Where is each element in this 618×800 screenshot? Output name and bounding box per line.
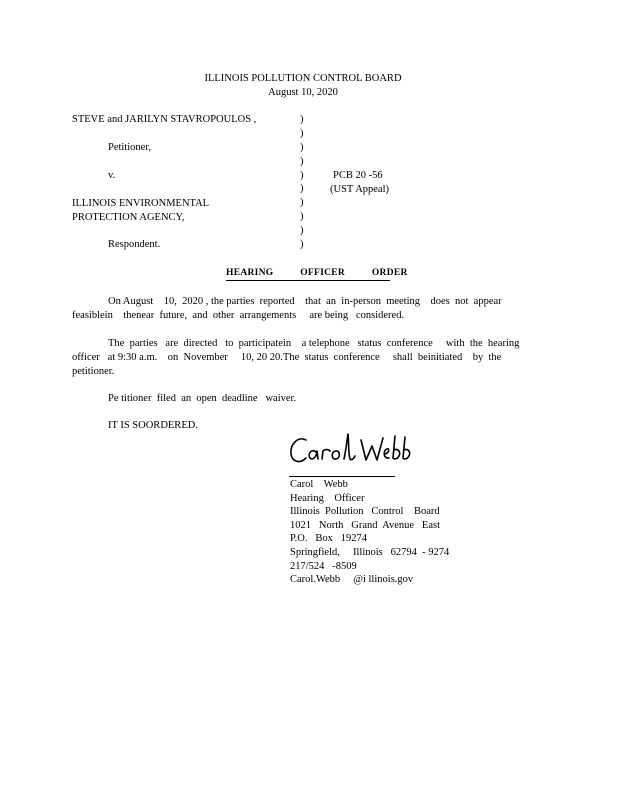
paren: ) [300, 197, 304, 209]
paragraph-3: Pe titioner filed an open deadline waiver. [108, 393, 297, 404]
paren: ) [300, 225, 304, 237]
paren: ) [300, 211, 304, 223]
paren: ) [300, 169, 304, 181]
order-title [226, 268, 408, 278]
order-date: August 10, 2020 [268, 87, 338, 98]
handwritten-signature [286, 430, 416, 474]
signer-street: 1021 North Grand Avenue East [290, 519, 440, 531]
board-name: ILLINOIS POLLUTION CONTROL BOARD [204, 73, 402, 84]
paragraph-2-line-2: officer at 9:30 a.m. on November 10, 20 20.The status conference shall beinitiated by the [72, 352, 502, 363]
signature-line [289, 476, 395, 477]
signature-block [290, 478, 449, 587]
paragraph-2-line-3: petitioner. [72, 366, 115, 377]
respondent-name-line2: PROTECTION AGENCY, [72, 212, 185, 223]
paragraph-1-line-2: feasiblein thenear future, and other arrangements are being considered. [72, 310, 405, 321]
paragraph-1-line-1: On August 10, 2020 , the parties reported that an in-person meeting does not appear [108, 296, 502, 307]
paragraph-2-line-1: The parties are directed to participatein a telephone status conference with the hearing [108, 338, 520, 349]
versus-label: v. [108, 170, 116, 181]
signer-title: Hearing Officer [290, 492, 365, 504]
petitioner-label: Petitioner, [108, 142, 152, 153]
case-type: (UST Appeal) [330, 184, 390, 195]
signer-pobox: P.O. Box 19274 [290, 533, 368, 545]
paren: ) [300, 183, 304, 195]
petitioner-name: STEVE and JARILYN STAVROPOULOS , [72, 114, 257, 125]
paren: ) [300, 239, 304, 251]
respondent-name-line1: ILLINOIS ENVIRONMENTAL [72, 198, 210, 209]
paren: ) [300, 114, 304, 125]
paren: ) [300, 155, 304, 167]
caption-parentheses [300, 113, 310, 252]
signer-city: Springfield, Illinois 62794 - 9274 [290, 546, 450, 558]
title-underline [226, 280, 390, 281]
paren: ) [300, 127, 304, 139]
respondent-label: Respondent. [108, 239, 161, 250]
case-number: PCB 20 -56 [333, 170, 383, 181]
order-title-text: HEARING OFFICER ORDER [226, 268, 408, 278]
signer-name: Carol Webb [290, 479, 348, 490]
so-ordered: IT IS SOORDERED. [108, 420, 198, 431]
signer-email: Carol.Webb @i llinois.gov [290, 574, 414, 586]
paren: ) [300, 141, 304, 153]
signer-organization: Illinois Pollution Control Board [290, 506, 440, 518]
signer-phone: 217/524 -8509 [290, 560, 357, 572]
